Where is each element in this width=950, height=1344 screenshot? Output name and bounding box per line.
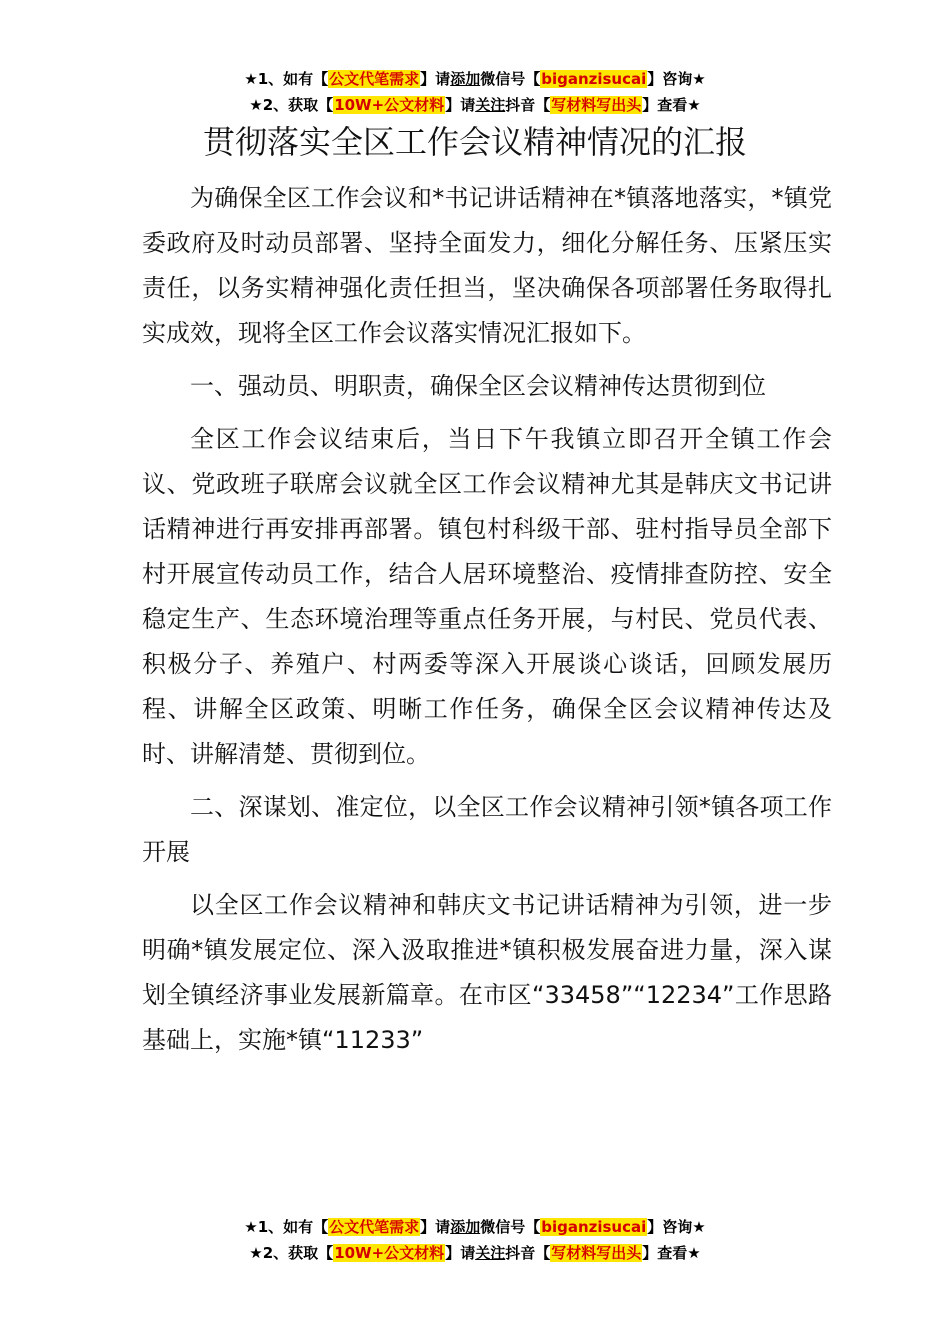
banner-highlight: 10W+公文材料 bbox=[334, 96, 445, 114]
section-heading-2: 二、深谋划、准定位，以全区工作会议精神引领*镇各项工作开展 bbox=[142, 793, 832, 866]
banner-highlight: 公文代笔需求 bbox=[329, 1218, 420, 1236]
banner-line-2: ★2、获取【10W+公文材料】请关注抖音【写材料写出头】查看★ bbox=[249, 1244, 701, 1262]
banner-highlight: 写材料写出头 bbox=[551, 1244, 642, 1262]
banner-line-1: ★1、如有【公文代笔需求】请添加微信号【biganzisucai】咨询★ bbox=[244, 1218, 706, 1236]
paragraph-intro: 为确保全区工作会议和*书记讲话精神在*镇落地落实，*镇党委政府及时动员部署、坚持全面发力，细化分解任务、压紧压实责任，以务实精神强化责任担当，坚决确保各项部署任务取得扎实成效，现将全区工作会议落实情况汇报如下。 bbox=[142, 184, 832, 347]
banner-highlight: 公文代笔需求 bbox=[329, 70, 420, 88]
paragraph-section-1: 全区工作会议结束后，当日下午我镇立即召开全镇工作会议、党政班子联席会议就全区工作会议精神尤其是韩庆文书记讲话精神进行再安排再部署。镇包村科级干部、驻村指导员全部下村开展宣传动员工作，结合人居环境整治、疫情排查防控、安全稳定生产、生态环境治理等重点任务开展，与村民、党员代表、积极分子、养殖户、村两委等深入开展谈心谈话，回顾发展历程、讲解全区政策、明晰工作任务，确保全区会议精神传达及时、讲解清楚、贯彻到位。 bbox=[142, 425, 832, 768]
top-banner bbox=[0, 66, 950, 118]
section-heading-1: 一、强动员、明职责，确保全区会议精神传达贯彻到位 bbox=[190, 372, 766, 400]
banner-highlight: 写材料写出头 bbox=[551, 96, 642, 114]
paragraph-section-2: 以全区工作会议精神和韩庆文书记讲话精神为引领，进一步明确*镇发展定位、深入汲取推进*镇积极发展奋进力量，深入谋划全镇经济事业发展新篇章。在市区“33458”“12234”工作思路基础上，实施*镇“11233” bbox=[142, 891, 832, 1054]
bottom-banner bbox=[0, 1214, 950, 1266]
document-title: 贯彻落实全区工作会议精神情况的汇报 bbox=[202, 123, 747, 161]
banner-highlight: biganzisucai bbox=[541, 1218, 647, 1236]
banner-highlight: biganzisucai bbox=[541, 70, 647, 88]
banner-line-1: ★1、如有【公文代笔需求】请添加微信号【biganzisucai】咨询★ bbox=[244, 70, 706, 88]
document-body bbox=[142, 176, 832, 1071]
banner-highlight: 10W+公文材料 bbox=[334, 1244, 445, 1262]
banner-line-2: ★2、获取【10W+公文材料】请关注抖音【写材料写出头】查看★ bbox=[249, 96, 701, 114]
